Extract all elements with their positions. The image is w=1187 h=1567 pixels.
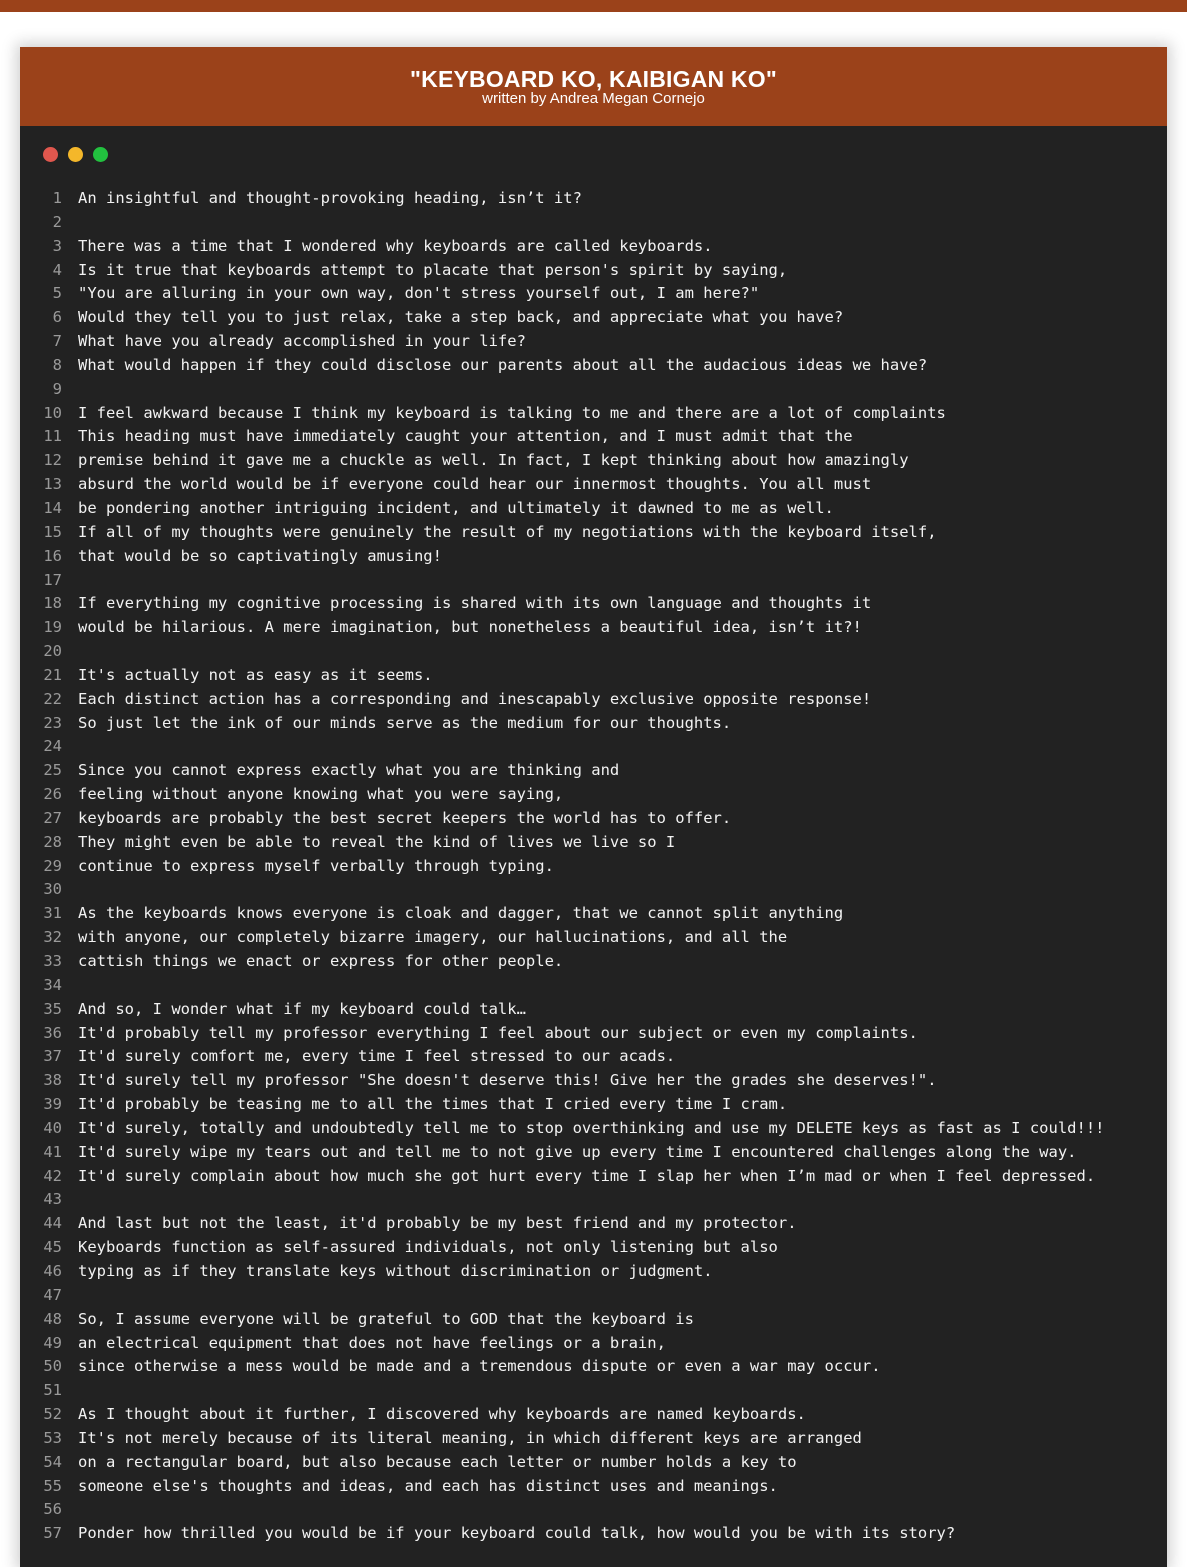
code-line <box>20 1093 1167 1117</box>
poem-title: "KEYBOARD KO, KAIBIGAN KO" <box>410 66 777 92</box>
code-line <box>20 1141 1167 1165</box>
line-number: 22 <box>43 689 62 708</box>
line-number: 29 <box>43 856 62 875</box>
line-text: Is it true that keyboards attempt to placate that person's spirit by saying, <box>78 260 788 279</box>
line-text: It'd probably be teasing me to all the times that I cried every time I cram. <box>78 1095 788 1114</box>
code-line <box>20 974 1167 998</box>
line-text: As the keyboards knows everyone is cloak and dagger, that we cannot split anything <box>78 904 844 923</box>
line-text: Ponder how thrilled you would be if your keyboard could talk, how would you be with its story? <box>78 1524 956 1543</box>
line-number: 21 <box>43 665 62 684</box>
line-number: 10 <box>43 403 62 422</box>
editor-window <box>20 47 1167 1567</box>
code-line <box>20 1427 1167 1451</box>
code-line <box>20 211 1167 235</box>
code-line <box>20 998 1167 1022</box>
line-number: 57 <box>43 1524 62 1543</box>
line-number: 28 <box>43 832 62 851</box>
line-number: 33 <box>43 952 62 970</box>
line-text: that would be so captivatingly amusing! <box>78 546 442 565</box>
code-line <box>20 306 1167 330</box>
line-number: 31 <box>43 904 62 923</box>
line-number: 41 <box>43 1142 62 1161</box>
code-line <box>20 282 1167 306</box>
line-text: Since you cannot express exactly what you are thinking and <box>78 761 620 780</box>
line-text: They might even be able to reveal the kind of lives we live so I <box>78 832 676 851</box>
line-text: This heading must have immediately caught your attention, and I must admit that the <box>78 427 853 446</box>
line-text: keyboards are probably the best secret keepers the world has to offer. <box>78 808 732 827</box>
line-number: 32 <box>43 928 62 947</box>
line-text: would be hilarious. A mere imagination, but nonetheless a beautiful idea, isn’t it?! <box>78 618 862 637</box>
code-line <box>20 878 1167 902</box>
line-text: premise behind it gave me a chuckle as well. In fact, I kept thinking about how amazingly <box>78 451 909 470</box>
code-line <box>20 402 1167 426</box>
line-number: 12 <box>43 451 62 470</box>
line-text: So just let the ink of our minds serve as the medium for our thoughts. <box>78 713 732 732</box>
code-line <box>20 1522 1167 1546</box>
line-text: feeling without anyone knowing what you were saying, <box>78 785 564 804</box>
line-text: It's not merely because of its literal meaning, in which different keys are arranged <box>78 1428 862 1447</box>
code-line <box>20 425 1167 449</box>
maximize-dot-icon[interactable] <box>93 147 108 162</box>
line-text: "You are alluring in your own way, don't stress yourself out, I am here?" <box>78 284 760 303</box>
code-line <box>20 712 1167 736</box>
code-line <box>20 1117 1167 1141</box>
line-number: 49 <box>43 1333 62 1352</box>
line-number: 3 <box>52 236 62 255</box>
code-line <box>20 569 1167 593</box>
line-text: What would happen if they could disclose our parents about all the audacious ideas we have? <box>78 355 928 374</box>
line-number: 46 <box>43 1261 62 1280</box>
line-number: 15 <box>43 522 62 541</box>
code-line <box>20 855 1167 879</box>
line-number: 52 <box>43 1405 62 1424</box>
code-line <box>20 1212 1167 1236</box>
code-line <box>20 330 1167 354</box>
line-text: typing as if they translate keys without discrimination or judgment. <box>78 1261 713 1280</box>
line-number: 13 <box>43 475 62 494</box>
line-number: 44 <box>43 1214 62 1233</box>
line-number: 16 <box>43 546 62 565</box>
line-text: And so, I wonder what if my keyboard could talk… <box>78 999 526 1018</box>
code-line <box>20 1379 1167 1403</box>
code-line <box>20 926 1167 950</box>
code-line <box>20 521 1167 545</box>
code-line <box>20 1308 1167 1332</box>
line-number: 7 <box>52 332 62 351</box>
line-number: 1 <box>52 189 62 207</box>
line-text: on a rectangular board, but also because each letter or number holds a key to <box>78 1452 797 1471</box>
code-line <box>20 259 1167 283</box>
line-text: an electrical equipment that does not have feelings or a brain, <box>78 1333 666 1352</box>
code-line <box>20 473 1167 497</box>
line-number: 40 <box>43 1118 62 1137</box>
code-line <box>20 1236 1167 1260</box>
line-number: 18 <box>43 594 62 613</box>
code-line <box>20 378 1167 402</box>
code-line <box>20 592 1167 616</box>
line-text: If all of my thoughts were genuinely the result of my negotiations with the keyboard itself, <box>78 522 937 541</box>
code-line <box>20 616 1167 640</box>
line-number: 26 <box>43 785 62 804</box>
code-line <box>20 688 1167 712</box>
line-number: 45 <box>43 1238 62 1257</box>
line-number: 8 <box>52 355 62 374</box>
line-number: 24 <box>43 737 62 756</box>
line-text: I feel awkward because I think my keyboard is talking to me and there are a lot of complaints <box>78 403 946 422</box>
line-text: It'd surely, totally and undoubtedly tell me to stop overthinking and use my DELETE keys as fast as I could!!! <box>78 1118 1105 1137</box>
code-line <box>20 1165 1167 1189</box>
line-text: continue to express myself verbally through typing. <box>78 856 554 875</box>
line-number: 35 <box>43 999 62 1018</box>
line-number: 4 <box>52 260 62 279</box>
code-line <box>20 1332 1167 1356</box>
line-text: Keyboards function as self-assured individuals, not only listening but also <box>78 1238 778 1257</box>
line-number: 27 <box>43 808 62 827</box>
line-number: 53 <box>43 1428 62 1447</box>
line-number: 6 <box>52 308 62 327</box>
line-number: 39 <box>43 1095 62 1114</box>
line-number: 25 <box>43 761 62 780</box>
line-number: 51 <box>43 1381 62 1400</box>
line-number: 34 <box>43 975 62 994</box>
top-accent-strip <box>0 0 1187 12</box>
code-line <box>20 640 1167 664</box>
line-number: 11 <box>43 427 62 446</box>
line-text: It's actually not as easy as it seems. <box>78 665 433 684</box>
code-line <box>20 831 1167 855</box>
code-line <box>20 1451 1167 1475</box>
line-number: 42 <box>43 1166 62 1185</box>
code-line <box>20 950 1167 974</box>
code-line <box>20 735 1167 759</box>
line-number: 50 <box>43 1357 62 1376</box>
line-text: It'd surely tell my professor "She doesn't deserve this! Give her the grades she deserves!". <box>78 1071 937 1090</box>
line-text: It'd probably tell my professor everything I feel about our subject or even my complaints. <box>78 1023 918 1042</box>
line-text: What have you already accomplished in your life? <box>78 332 526 351</box>
line-text: And last but not the least, it'd probably be my best friend and my protector. <box>78 1214 797 1233</box>
code-line <box>20 1045 1167 1069</box>
code-line <box>20 1022 1167 1046</box>
code-line <box>20 783 1167 807</box>
line-number: 43 <box>43 1190 62 1209</box>
line-text: An insightful and thought-provoking heading, isn’t it? <box>78 189 582 207</box>
code-line <box>20 1498 1167 1522</box>
line-text: Would they tell you to just relax, take a step back, and appreciate what you have? <box>78 308 844 327</box>
line-number: 17 <box>43 570 62 589</box>
code-line <box>20 235 1167 259</box>
title-bar <box>20 47 1167 126</box>
code-line <box>20 187 1167 211</box>
line-text: If everything my cognitive processing is shared with its own language and thoughts it <box>78 594 872 613</box>
poem-author: written by Andrea Megan Cornejo <box>482 90 705 107</box>
line-text: It'd surely wipe my tears out and tell me to not give up every time I encountered challenges along the way. <box>78 1142 1077 1161</box>
code-line <box>20 545 1167 569</box>
code-line <box>20 1188 1167 1212</box>
line-number: 48 <box>43 1309 62 1328</box>
line-number: 47 <box>43 1285 62 1304</box>
code-line <box>20 1260 1167 1284</box>
line-text: Each distinct action has a corresponding and inescapably exclusive opposite response! <box>78 689 872 708</box>
line-number: 38 <box>43 1071 62 1090</box>
line-text: It'd surely complain about how much she got hurt every time I slap her when I’m mad or when I feel depressed. <box>78 1166 1096 1185</box>
code-line <box>20 497 1167 521</box>
line-text: cattish things we enact or express for other people. <box>78 952 564 970</box>
line-number: 19 <box>43 618 62 637</box>
line-number: 30 <box>43 880 62 899</box>
line-text: someone else's thoughts and ideas, and each has distinct uses and meanings. <box>78 1476 778 1495</box>
code-line <box>20 807 1167 831</box>
window-controls <box>43 147 118 163</box>
code-line <box>20 449 1167 473</box>
line-text: with anyone, our completely bizarre imagery, our hallucinations, and all the <box>78 928 788 947</box>
line-text: be pondering another intriguing incident, and ultimately it dawned to me as well. <box>78 498 834 517</box>
line-number: 14 <box>43 498 62 517</box>
line-text: As I thought about it further, I discovered why keyboards are named keyboards. <box>78 1405 806 1424</box>
line-number: 54 <box>43 1452 62 1471</box>
minimize-dot-icon[interactable] <box>68 147 83 162</box>
line-number: 5 <box>52 284 62 303</box>
code-line <box>20 664 1167 688</box>
code-line <box>20 1069 1167 1093</box>
close-dot-icon[interactable] <box>43 147 58 162</box>
line-text: So, I assume everyone will be grateful to GOD that the keyboard is <box>78 1309 694 1328</box>
line-number: 9 <box>52 379 62 398</box>
code-editor[interactable] <box>20 187 1167 1546</box>
line-text: It'd surely comfort me, every time I feel stressed to our acads. <box>78 1047 676 1066</box>
line-number: 37 <box>43 1047 62 1066</box>
line-number: 23 <box>43 713 62 732</box>
line-number: 36 <box>43 1023 62 1042</box>
code-line <box>20 759 1167 783</box>
line-number: 56 <box>43 1500 62 1519</box>
code-line <box>20 1284 1167 1308</box>
code-line <box>20 1475 1167 1499</box>
code-line <box>20 354 1167 378</box>
line-number: 55 <box>43 1476 62 1495</box>
line-number: 2 <box>52 212 62 231</box>
code-line <box>20 1355 1167 1379</box>
line-text: absurd the world would be if everyone could hear our innermost thoughts. You all must <box>78 475 872 494</box>
line-text: since otherwise a mess would be made and a tremendous dispute or even a war may occur. <box>78 1357 881 1376</box>
line-text: There was a time that I wondered why keyboards are called keyboards. <box>78 236 713 255</box>
line-number: 20 <box>43 642 62 661</box>
code-line <box>20 902 1167 926</box>
code-line <box>20 1403 1167 1427</box>
